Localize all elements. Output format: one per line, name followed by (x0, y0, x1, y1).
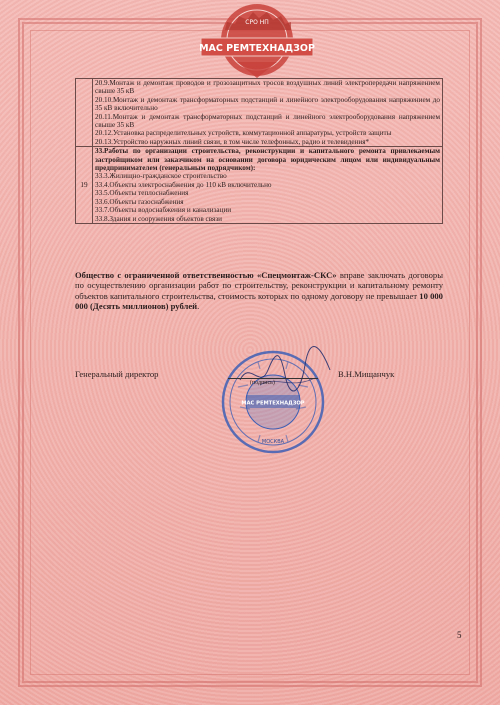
contract-limit: 10 000 000 (Десять миллионов) рублей (75, 290, 443, 312)
stamp-banner-text: МАС РЕМТЕХНАДЗОР (199, 43, 315, 54)
list-item: 33.8.Здания и сооружения объектов связи (95, 214, 223, 223)
seal-city-text: МОСКВА (261, 439, 285, 445)
page-number: 5 (457, 630, 462, 640)
paragraph-end: . (197, 301, 200, 312)
stamp-arc-text: СРО НП (245, 19, 269, 26)
table-row (76, 79, 443, 147)
seal-center-text: МАС РЕМТЕХНАДЗОР (241, 400, 305, 407)
section-heading: 33.Работы по организации строительства, реконструкции и капитального ремонта привлекаемым застройщиком или заказчиком на основании договора юридическим лицом или индивидуальным предпринимателем (генеральным подрядчиком): (95, 147, 440, 173)
signer-name: В.Н.Мищанчук (338, 369, 395, 379)
list-item: 33.7.Объекты водоснабжения и канализации (95, 206, 232, 215)
handwritten-signature (230, 340, 340, 400)
list-item: 33.3.Жилищно-гражданское строительство (95, 172, 227, 181)
list-item: 20.12.Установка распределительных устройств, коммутационной аппаратуры, устройств защиты (95, 129, 392, 138)
row-number-cell: 19 (76, 147, 93, 224)
list-item: 33.6.Объекты газоснабжения (95, 197, 184, 206)
signature-line (228, 378, 318, 379)
works-table (75, 78, 443, 224)
row-content-cell (93, 147, 443, 224)
company-name: Общество с ограниченной ответственностью «Спецмонтаж-СКС» (75, 270, 337, 280)
list-item: 33.5.Объекты теплоснабжения (95, 189, 189, 198)
permission-paragraph (75, 270, 443, 312)
sro-stamp-logo (197, 0, 317, 85)
list-item: 20.11.Монтаж и демонтаж трансформаторных подстанций и линейного электрооборудования напряжением свыше 35 кВ (95, 112, 440, 130)
list-item: 20.10.Монтаж и демонтаж трансформаторных подстанций и линейного электрооборудования напряжением до 35 кВ включительно (95, 95, 440, 113)
row-content-cell (93, 79, 443, 147)
list-item: 33.4.Объекты электроснабжения до 110 кВ включительно (95, 180, 272, 189)
signature-caption: (подпись) (250, 380, 275, 386)
paragraph-text: вправе заключать договоры по осуществлению организации работ по строительству, реконструкции и капитальному ремонту объектов капитального строительства, стоимость которых по одному договору не превышает (75, 270, 443, 301)
signer-title: Генеральный директор (75, 369, 159, 379)
list-item: 20.13.Устройство наружных линий связи, в том числе телефонных, радио и телевидения* (95, 137, 370, 146)
list-item: 20.9.Монтаж и демонтаж проводов и грозозащитных тросов воздушных линий электропередачи напряжением свыше 35 кВ (95, 79, 440, 96)
row-number-cell (76, 79, 93, 147)
table-row (76, 147, 443, 224)
